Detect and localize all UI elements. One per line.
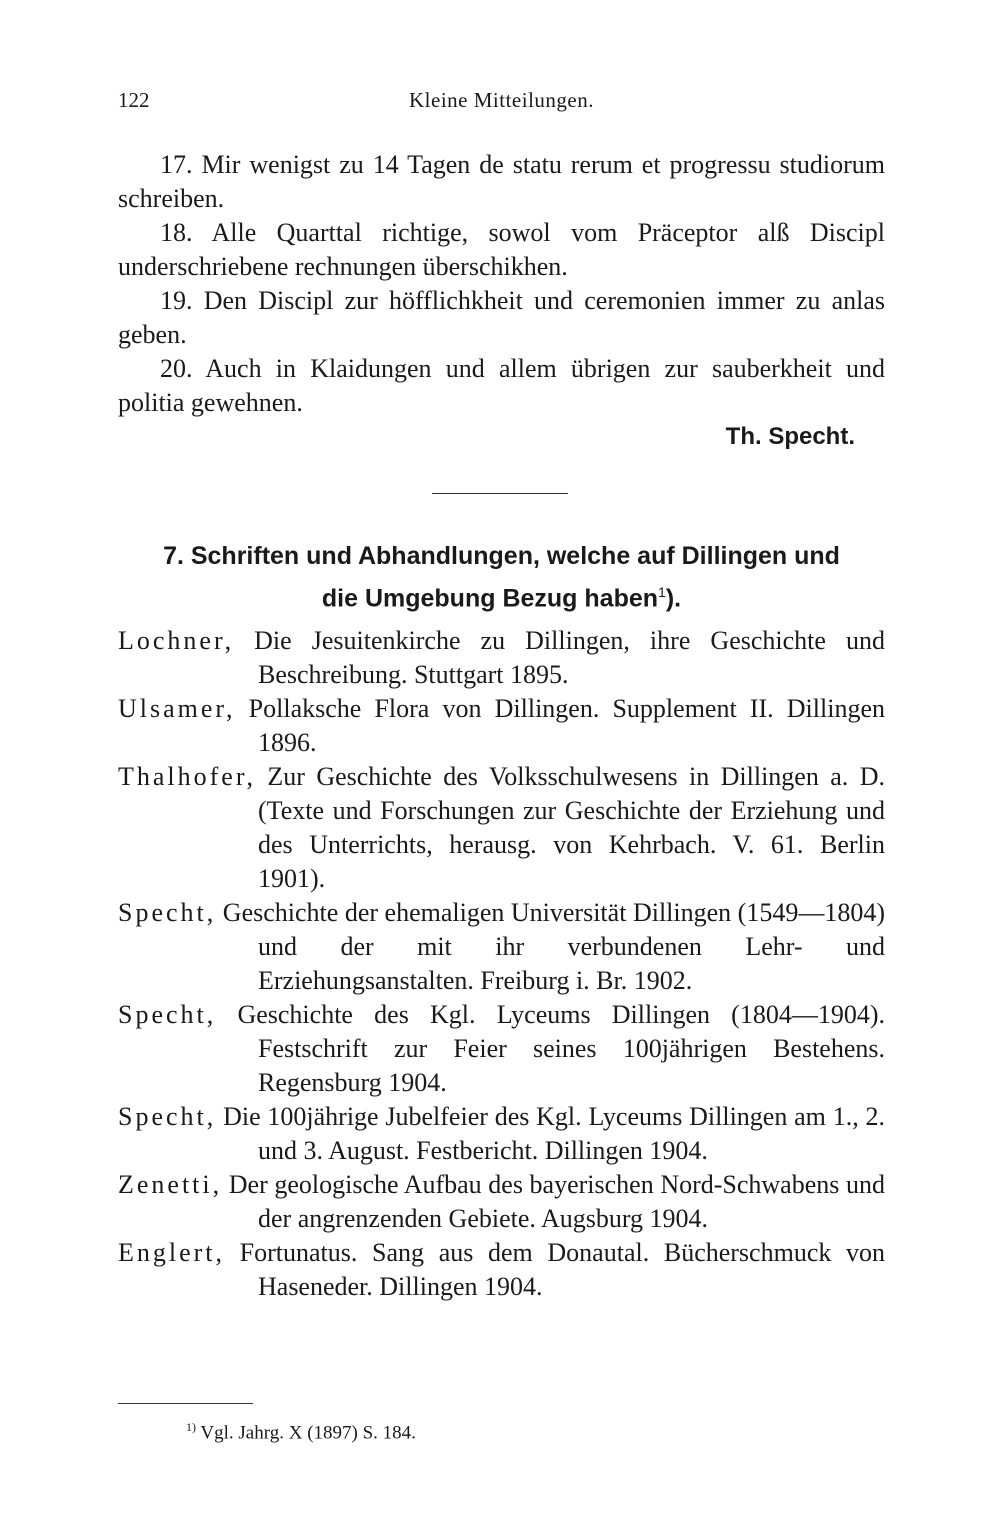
entry-text: Die Jesuitenkirche zu Dillingen, ihre Geschichte und Beschreibung. Stuttgart 1895. bbox=[234, 626, 885, 689]
paragraph-17: 17. Mir wenigst zu 14 Tagen de statu rerum et progressu studiorum schreiben. bbox=[118, 150, 885, 213]
entry-text: Pollaksche Flora von Dillingen. Supplement II. Dillingen 1896. bbox=[235, 694, 885, 757]
section-separator bbox=[432, 493, 568, 494]
bibliography-list bbox=[118, 624, 885, 1304]
paragraph-18: 18. Alle Quarttal richtige, sowol vom Präceptor alß Discipl underschriebene rechnungen überschikhen. bbox=[118, 218, 885, 281]
page-number: 122 bbox=[118, 88, 150, 112]
entry-text: Geschichte der ehemaligen Universität Dillingen (1549—1804) und der mit ihr verbundenen Lehr- und Erziehungsanstalten. Freiburg i. Br. 1902. bbox=[216, 898, 885, 995]
footnote-reference[interactable]: 1 bbox=[658, 584, 666, 600]
body-text bbox=[118, 148, 885, 420]
entry-author: Thalhofer, bbox=[118, 762, 256, 791]
entry-text: Zur Geschichte des Volksschulwesens in Dillingen a. D. (Texte und Forschungen zur Geschichte der Erziehung und des Unterrichts, herausg. von Kehrbach. V. 61. Berlin 1901). bbox=[255, 762, 885, 893]
entry-author: Specht, bbox=[118, 898, 217, 927]
section-heading bbox=[118, 538, 885, 616]
entry-author: Lochner, bbox=[118, 626, 235, 655]
bibliography-entry bbox=[118, 1100, 885, 1168]
bibliography-entry bbox=[118, 624, 885, 692]
section-heading-line-2-text: die Umgebung Bezug haben bbox=[321, 584, 659, 613]
paragraph-19: 19. Den Discipl zur höfflichkheit und ceremonien immer zu anlas geben. bbox=[118, 286, 885, 349]
section-heading-line-1: 7. Schriften und Abhandlungen, welche auf Dillingen und bbox=[163, 542, 840, 570]
footnote-rule bbox=[118, 1403, 253, 1404]
entry-text: Fortunatus. Sang aus dem Donautal. Bücherschmuck von Haseneder. Dillingen 1904. bbox=[225, 1238, 885, 1301]
entry-text: Geschichte des Kgl. Lyceums Dillingen (1804—1904). Festschrift zur Feier seines 100jährigen Bestehens. Regensburg 1904. bbox=[216, 1000, 885, 1097]
entry-author: Ulsamer, bbox=[118, 694, 236, 723]
footnote bbox=[186, 1420, 416, 1444]
bibliography-entry bbox=[118, 692, 885, 760]
entry-text: Die 100jährige Jubelfeier des Kgl. Lyceums Dillingen am 1., 2. und 3. August. Festbericht. Dillingen 1904. bbox=[216, 1102, 885, 1165]
footnote-text: Vgl. Jahrg. X (1897) S. 184. bbox=[196, 1422, 416, 1444]
running-title: Kleine Mitteilungen. bbox=[409, 88, 594, 112]
bibliography-entry bbox=[118, 760, 885, 896]
section-heading-line-2 bbox=[118, 574, 885, 616]
running-head bbox=[118, 88, 885, 118]
entry-text: Der geologische Aufbau des bayerischen Nord-Schwabens und der angrenzenden Gebiete. Augsburg 1904. bbox=[222, 1170, 885, 1233]
bibliography-entry bbox=[118, 998, 885, 1100]
entry-author: Specht, bbox=[118, 1102, 217, 1131]
bibliography-entry bbox=[118, 896, 885, 998]
entry-author: Englert, bbox=[118, 1238, 226, 1267]
bibliography-entry bbox=[118, 1236, 885, 1304]
paragraph-20: 20. Auch in Klaidungen und allem übrigen zur sauberkheit und politia gewehnen. bbox=[118, 354, 885, 417]
signature: Th. Specht. bbox=[725, 423, 855, 450]
bibliography-entry bbox=[118, 1168, 885, 1236]
entry-author: Specht, bbox=[118, 1000, 217, 1029]
footnote-mark: 1) bbox=[186, 1420, 196, 1434]
entry-author: Zenetti, bbox=[118, 1170, 223, 1199]
section-heading-end: ). bbox=[665, 584, 682, 613]
